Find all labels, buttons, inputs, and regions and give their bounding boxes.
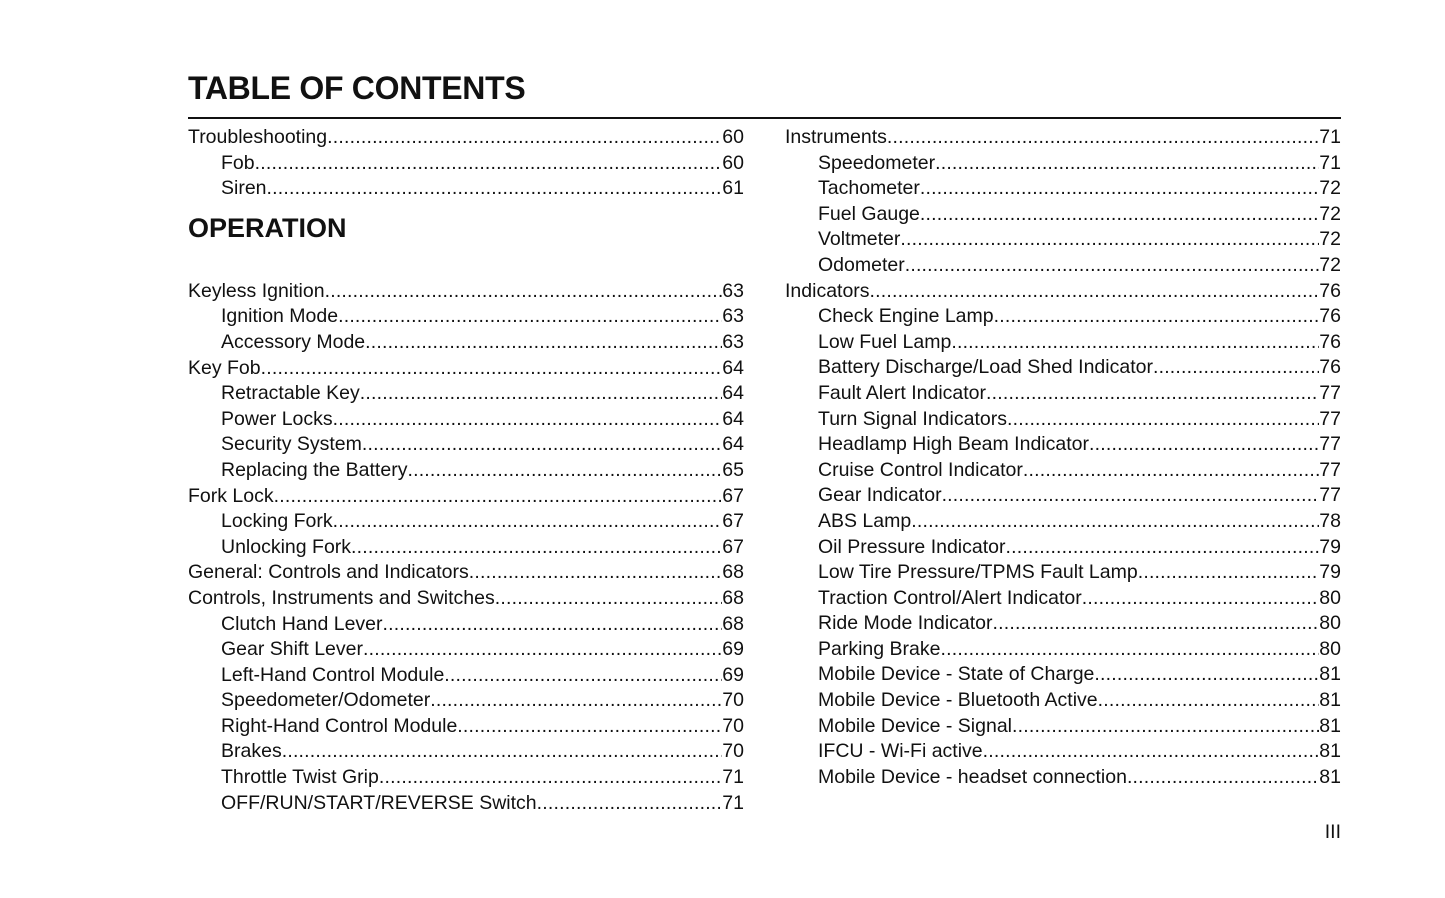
- toc-entry-page: 64: [722, 433, 744, 456]
- toc-entry-page: 68: [722, 612, 744, 635]
- toc-entry-label: Retractable Key: [221, 382, 360, 405]
- dot-leader: [407, 458, 722, 484]
- toc-entry-label: Replacing the Battery: [221, 458, 408, 481]
- toc-list-top: [188, 125, 744, 202]
- toc-entry-page: 80: [1319, 612, 1341, 635]
- dot-leader: [942, 483, 1320, 509]
- dot-leader: [457, 714, 722, 740]
- toc-entry-label: Fob: [221, 151, 255, 174]
- toc-left-column: [188, 125, 744, 816]
- dot-leader: [363, 637, 722, 663]
- toc-entry-label: ABS Lamp: [818, 509, 912, 532]
- dot-leader: [1007, 407, 1319, 433]
- dot-leader: [1012, 714, 1319, 740]
- toc-entry-page: 70: [722, 714, 744, 737]
- toc-entry[interactable]: [188, 458, 744, 484]
- toc-entry-label: Check Engine Lamp: [818, 305, 994, 328]
- dot-leader: [1098, 688, 1320, 714]
- toc-entry-label: Fault Alert Indicator: [818, 381, 986, 404]
- toc-entry-label: Siren: [221, 177, 267, 200]
- dot-leader: [940, 637, 1319, 663]
- dot-leader: [1094, 662, 1319, 688]
- dot-leader: [993, 611, 1320, 637]
- toc-entry-page: 67: [722, 484, 744, 507]
- dot-leader: [267, 176, 723, 202]
- toc-entry[interactable]: [785, 714, 1341, 740]
- toc-entry[interactable]: [785, 381, 1341, 407]
- toc-entry-page: 77: [1319, 458, 1341, 481]
- toc-entry[interactable]: [188, 381, 744, 407]
- toc-entry-page: 72: [1319, 202, 1341, 225]
- toc-entry-page: 76: [1319, 356, 1341, 379]
- toc-entry-page: 61: [722, 177, 744, 200]
- dot-leader: [327, 125, 722, 151]
- toc-entry-label: Ignition Mode: [221, 305, 339, 328]
- toc-entry-page: 81: [1319, 765, 1341, 788]
- toc-entry-page: 64: [722, 407, 744, 430]
- toc-entry-label: Troubleshooting: [188, 126, 328, 148]
- toc-entry-page: 70: [722, 689, 744, 712]
- toc-entry-label: Left-Hand Control Module: [221, 663, 445, 686]
- toc-entry[interactable]: [188, 586, 744, 612]
- toc-entry[interactable]: [785, 125, 1341, 151]
- toc-list-operation: [188, 279, 744, 816]
- dot-leader: [261, 356, 723, 382]
- dot-leader: [1082, 586, 1320, 612]
- dot-leader: [537, 791, 723, 817]
- toc-entry-label: Speedometer/Odometer: [221, 689, 431, 712]
- dot-leader: [1138, 560, 1320, 586]
- toc-entry[interactable]: [188, 612, 744, 638]
- toc-entry[interactable]: [188, 151, 744, 177]
- toc-entry-label: Gear Indicator: [818, 484, 942, 507]
- toc-entry-label: Speedometer: [818, 151, 936, 174]
- toc-entry-page: 63: [722, 330, 744, 353]
- toc-entry-page: 71: [722, 766, 744, 789]
- toc-entry[interactable]: [785, 202, 1341, 228]
- toc-entry-label: Controls, Instruments and Switches: [188, 586, 495, 609]
- toc-entry[interactable]: [188, 407, 744, 433]
- title-divider: [188, 117, 1341, 119]
- dot-leader: [325, 279, 723, 305]
- dot-leader: [870, 279, 1320, 305]
- dot-leader: [1153, 355, 1319, 381]
- dot-leader: [444, 663, 722, 689]
- toc-entry-page: 76: [1319, 330, 1341, 353]
- toc-entry-page: 77: [1319, 484, 1341, 507]
- dot-leader: [1127, 765, 1319, 791]
- toc-entry-label: Odometer: [818, 253, 905, 276]
- toc-entry-label: Brakes: [221, 740, 282, 763]
- toc-entry-page: 71: [1319, 126, 1341, 148]
- toc-entry-page: 80: [1319, 637, 1341, 660]
- dot-leader: [362, 432, 722, 458]
- toc-entry-label: Parking Brake: [818, 637, 941, 660]
- toc-entry[interactable]: [785, 535, 1341, 561]
- toc-entry[interactable]: [188, 125, 744, 151]
- toc-entry-page: 81: [1319, 689, 1341, 712]
- toc-entry[interactable]: [188, 560, 744, 586]
- dot-leader: [1023, 458, 1319, 484]
- toc-entry-label: Mobile Device - headset connection: [818, 765, 1127, 788]
- toc-entry-page: 76: [1319, 305, 1341, 328]
- toc-entry-label: Mobile Device - Signal: [818, 714, 1013, 737]
- toc-entry[interactable]: [785, 586, 1341, 612]
- toc-entry[interactable]: [188, 637, 744, 663]
- toc-entry-page: 81: [1319, 714, 1341, 737]
- toc-entry-page: 79: [1319, 535, 1341, 558]
- toc-entry-label: Turn Signal Indicators: [818, 407, 1007, 430]
- dot-leader: [430, 688, 722, 714]
- toc-entry-label: Right-Hand Control Module: [221, 714, 458, 737]
- toc-entry[interactable]: [785, 688, 1341, 714]
- dot-leader: [1006, 535, 1320, 561]
- toc-entry[interactable]: [188, 432, 744, 458]
- page-number: III: [1324, 821, 1341, 843]
- toc-entry-label: Ride Mode Indicator: [818, 612, 993, 635]
- toc-entry-page: 69: [722, 663, 744, 686]
- dot-leader: [900, 227, 1319, 253]
- dot-leader: [951, 330, 1319, 356]
- dot-leader: [469, 560, 723, 586]
- toc-entry[interactable]: [188, 330, 744, 356]
- toc-entry[interactable]: [785, 407, 1341, 433]
- toc-entry-label: Cruise Control Indicator: [818, 458, 1023, 481]
- dot-leader: [986, 381, 1319, 407]
- toc-entry-page: 63: [722, 279, 744, 302]
- dot-leader: [920, 202, 1319, 228]
- toc-entry-page: 78: [1319, 509, 1341, 532]
- toc-entry[interactable]: [188, 663, 744, 689]
- toc-entry-label: Low Fuel Lamp: [818, 330, 952, 353]
- toc-entry[interactable]: [785, 560, 1341, 586]
- toc-entry-page: 77: [1319, 433, 1341, 456]
- toc-entry-label: General: Controls and Indicators: [188, 561, 469, 584]
- toc-entry[interactable]: [188, 535, 744, 561]
- toc-entry-label: Mobile Device - State of Charge: [818, 663, 1095, 686]
- toc-entry[interactable]: [785, 739, 1341, 765]
- toc-entry-label: Keyless Ignition: [188, 279, 325, 302]
- toc-entry-label: Power Locks: [221, 407, 333, 430]
- toc-entry-page: 72: [1319, 253, 1341, 276]
- toc-entry-page: 70: [722, 740, 744, 763]
- toc-entry-page: 60: [722, 151, 744, 174]
- toc-entry[interactable]: [785, 458, 1341, 484]
- toc-entry-page: 67: [722, 510, 744, 533]
- dot-leader: [920, 176, 1319, 202]
- dot-leader: [274, 484, 723, 510]
- toc-entry-label: IFCU - Wi-Fi active: [818, 740, 983, 763]
- dot-leader: [887, 125, 1319, 151]
- toc-entry-label: Fork Lock: [188, 484, 274, 507]
- toc-entry-label: OFF/RUN/START/REVERSE Switch: [221, 791, 537, 814]
- toc-entry-page: 64: [722, 356, 744, 379]
- dot-leader: [282, 739, 723, 765]
- dot-leader: [994, 304, 1320, 330]
- toc-entry-page: 68: [722, 561, 744, 584]
- toc-entry-label: Battery Discharge/Load Shed Indicator: [818, 356, 1153, 379]
- dot-leader: [495, 586, 723, 612]
- toc-entry[interactable]: [188, 688, 744, 714]
- toc-entry[interactable]: [188, 791, 744, 817]
- toc-entry-label: Voltmeter: [818, 228, 901, 251]
- dot-leader: [383, 612, 723, 638]
- toc-entry-page: 67: [722, 535, 744, 558]
- dot-leader: [379, 765, 722, 791]
- toc-entry-label: Security System: [221, 433, 362, 456]
- toc-entry[interactable]: [785, 151, 1341, 177]
- toc-entry-page: 76: [1319, 279, 1341, 302]
- toc-entry-page: 64: [722, 382, 744, 405]
- section-heading-operation: OPERATION: [188, 212, 347, 243]
- toc-entry[interactable]: [785, 330, 1341, 356]
- dot-leader: [360, 381, 723, 407]
- toc-entry[interactable]: [785, 432, 1341, 458]
- toc-entry-label: Accessory Mode: [221, 330, 366, 353]
- page-title: TABLE OF CONTENTS: [188, 70, 526, 106]
- toc-entry[interactable]: [785, 355, 1341, 381]
- toc-entry-page: 77: [1319, 407, 1341, 430]
- dot-leader: [935, 151, 1319, 177]
- toc-list-right: [785, 125, 1341, 790]
- toc-entry[interactable]: [188, 304, 744, 330]
- dot-leader: [351, 535, 722, 561]
- toc-entry-page: 71: [722, 791, 744, 814]
- toc-entry[interactable]: [785, 611, 1341, 637]
- toc-entry[interactable]: [188, 176, 744, 202]
- toc-entry[interactable]: [785, 304, 1341, 330]
- toc-entry[interactable]: [785, 279, 1341, 305]
- toc-entry-page: 81: [1319, 663, 1341, 686]
- toc-entry-label: Gear Shift Lever: [221, 638, 363, 661]
- dot-leader: [338, 304, 722, 330]
- toc-entry-label: Tachometer: [818, 177, 920, 200]
- toc-entry-page: 72: [1319, 177, 1341, 200]
- toc-entry-page: 71: [1319, 151, 1341, 174]
- toc-entry[interactable]: [188, 714, 744, 740]
- toc-right-column: [785, 125, 1341, 790]
- toc-entry-label: Oil Pressure Indicator: [818, 535, 1006, 558]
- toc-entry[interactable]: [785, 176, 1341, 202]
- toc-entry-page: 63: [722, 305, 744, 328]
- dot-leader: [983, 739, 1320, 765]
- toc-entry[interactable]: [188, 279, 744, 305]
- toc-entry-label: Locking Fork: [221, 510, 333, 533]
- toc-entry[interactable]: [188, 509, 744, 535]
- dot-leader: [365, 330, 722, 356]
- toc-entry[interactable]: [785, 509, 1341, 535]
- toc-entry[interactable]: [188, 484, 744, 510]
- dot-leader: [333, 407, 723, 433]
- toc-entry-page: 65: [722, 458, 744, 481]
- toc-entry[interactable]: [785, 483, 1341, 509]
- dot-leader: [255, 151, 723, 177]
- toc-entry-label: Mobile Device - Bluetooth Active: [818, 689, 1098, 712]
- toc-entry-label: Traction Control/Alert Indicator: [818, 586, 1082, 609]
- dot-leader: [911, 509, 1319, 535]
- toc-entry-label: Instruments: [785, 126, 887, 148]
- toc-entry[interactable]: [188, 356, 744, 382]
- toc-entry-label: Headlamp High Beam Indicator: [818, 433, 1089, 456]
- toc-entry[interactable]: [785, 637, 1341, 663]
- toc-entry[interactable]: [785, 227, 1341, 253]
- toc-entry-page: 60: [722, 126, 744, 148]
- toc-entry-page: 79: [1319, 561, 1341, 584]
- toc-entry-page: 81: [1319, 740, 1341, 763]
- toc-entry[interactable]: [785, 253, 1341, 279]
- toc-entry-label: Low Tire Pressure/TPMS Fault Lamp: [818, 561, 1138, 584]
- toc-entry[interactable]: [785, 662, 1341, 688]
- toc-entry-page: 68: [722, 586, 744, 609]
- toc-entry-label: Clutch Hand Lever: [221, 612, 383, 635]
- toc-entry-label: Throttle Twist Grip: [221, 766, 379, 789]
- dot-leader: [1089, 432, 1319, 458]
- toc-entry-label: Key Fob: [188, 356, 261, 379]
- toc-entry-page: 77: [1319, 381, 1341, 404]
- toc-entry-label: Unlocking Fork: [221, 535, 352, 558]
- toc-entry[interactable]: [785, 765, 1341, 791]
- toc-entry[interactable]: [188, 765, 744, 791]
- toc-entry[interactable]: [188, 739, 744, 765]
- dot-leader: [333, 509, 723, 535]
- toc-entry-label: Indicators: [785, 279, 870, 302]
- toc-entry-page: 80: [1319, 586, 1341, 609]
- toc-entry-page: 72: [1319, 228, 1341, 251]
- toc-entry-page: 69: [722, 638, 744, 661]
- dot-leader: [905, 253, 1320, 279]
- toc-entry-label: Fuel Gauge: [818, 202, 920, 225]
